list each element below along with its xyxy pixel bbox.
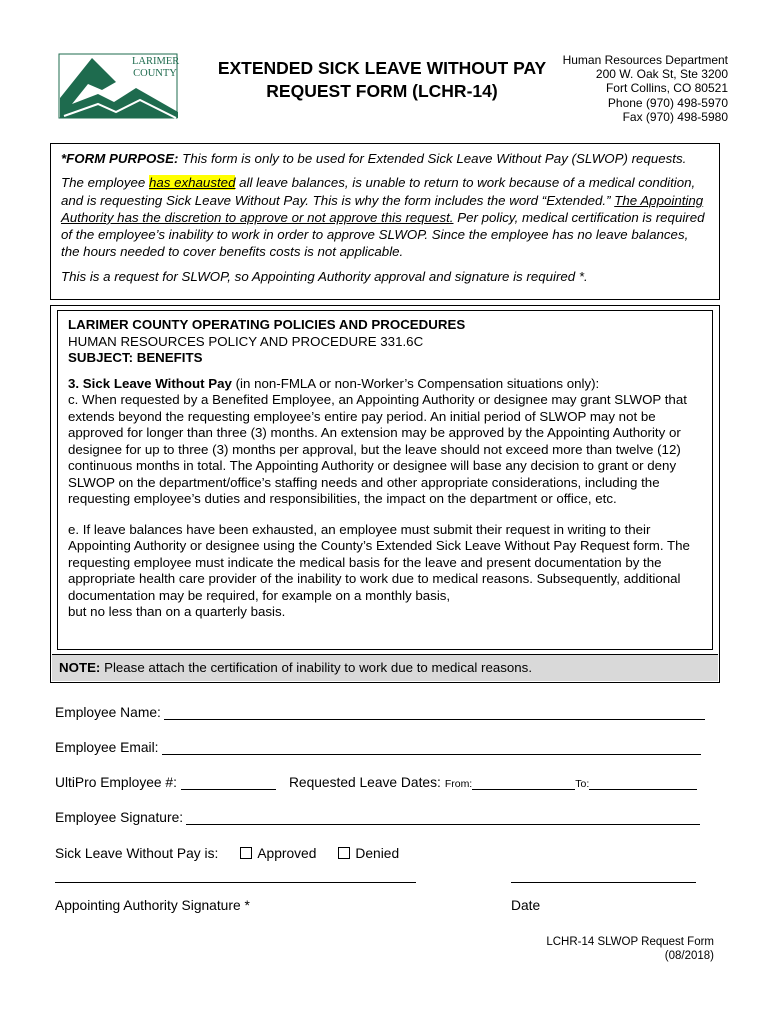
policy-paragraph-e: e. If leave balances have been exhausted, an employee must submit their request in writing to their Appointing Authority or designee using the County’s Extended Sick Leave Without Pay Request form. The requesting employee must indicate the medical basis for the leave and present documentation by the appropriate health care provider of the inability to work due to medical reasons. Subsequently, additional documentation may be required, for example on a monthly basis, [68, 521, 690, 603]
purpose-requirement: This is a request for SLWOP, so Appointing Authority approval and signature is required *. [61, 268, 588, 284]
date-label: Date [511, 898, 541, 913]
policy-paragraph-c: c. When requested by a Benefited Employee, an Appointing Authority or designee may grant SLWOP that extends beyond the requesting employee’s entire pay period. An initial period of SLWOP may not be approved for longer than three (3) months. An extension may be approved by the Appointing Authority or designee for up to three (3) months per approval, but the leave should not exceed more than twelve (12) continuous months in total. The Appointing Authority or designee will base any decision to grant or deny SLWOP on the department/office’s staffing needs and other appropriate considerations, including the requesting employee’s duties and responsibilities, the impact on the department or office, etc. [68, 392, 687, 506]
policy-subheading: HUMAN RESOURCES POLICY AND PROCEDURE 331.6C [68, 333, 424, 349]
employee-signature-label: Employee Signature: [55, 810, 184, 825]
section-qualifier: (in non-FMLA or non-Worker’s Compensation situations only): [231, 375, 600, 391]
address-line: 200 W. Oak St, Ste 3200 [595, 67, 728, 82]
employee-email-row [55, 740, 701, 755]
note-label: NOTE: [59, 660, 101, 675]
slwop-decision-label: Sick Leave Without Pay is: [55, 846, 219, 861]
form-revision-date: (08/2018) [664, 950, 714, 962]
approved-option[interactable] [240, 846, 316, 861]
address-line: Fax (970) 498-5980 [622, 109, 728, 124]
employee-signature-field[interactable] [186, 810, 700, 825]
denied-checkbox[interactable] [338, 847, 350, 859]
denied-label: Denied [355, 846, 400, 861]
purpose-label: *FORM PURPOSE: [61, 151, 179, 166]
form-id: LCHR-14 SLWOP Request Form [546, 936, 714, 948]
section-heading [68, 376, 703, 393]
form-footer [546, 935, 714, 963]
leave-to-field[interactable] [589, 775, 697, 790]
leave-dates-label: Requested Leave Dates: [288, 775, 441, 790]
employee-email-label: Employee Email: [55, 740, 159, 755]
underlined-text: The Appointing Authority has the discretion to approve or not approve this request. [61, 192, 704, 225]
purpose-intro-text: This form is only to be used for Extended Sick Leave Without Pay (SLWOP) requests. [178, 151, 687, 166]
policy-subject: SUBJECT: BENEFITS [68, 350, 203, 365]
title-line1: EXTENDED SICK LEAVE WITHOUT PAY [217, 58, 547, 78]
denied-option[interactable] [338, 846, 399, 861]
to-label: To: [575, 778, 590, 790]
logo-text-line2: COUNTY [133, 68, 177, 79]
employee-signature-row [55, 810, 700, 825]
approved-checkbox[interactable] [240, 847, 252, 859]
date-field[interactable] [511, 882, 696, 883]
from-label: From: [444, 778, 473, 790]
employee-email-field[interactable] [162, 740, 701, 755]
section-title: 3. Sick Leave Without Pay [68, 375, 232, 391]
note-bar [52, 654, 718, 681]
purpose-text: The employee [61, 175, 149, 191]
larimer-county-logo [58, 52, 180, 120]
policy-paragraph-e-end: but no less than on a quarterly basis. [68, 604, 286, 619]
ultipro-label: UltiPro Employee #: [55, 775, 177, 790]
employee-name-field[interactable] [164, 705, 705, 720]
address-line: Fort Collins, CO 80521 [605, 81, 728, 96]
purpose-intro [61, 150, 709, 167]
form-title [196, 57, 568, 103]
logo-text-line1: LARIMER [132, 56, 180, 67]
employee-name-row [55, 705, 705, 720]
ultipro-employee-field[interactable] [181, 775, 276, 790]
appointing-signature-label: Appointing Authority Signature * [55, 898, 250, 913]
policy-heading: LARIMER COUNTY OPERATING POLICIES AND PROCEDURES [68, 317, 466, 332]
highlighted-text: has exhausted [148, 175, 236, 191]
form-purpose-box [50, 143, 720, 300]
title-line2: REQUEST FORM (LCHR-14) [266, 81, 498, 101]
hr-address [563, 53, 728, 124]
purpose-explanation [61, 174, 709, 260]
slwop-decision-row [55, 846, 399, 861]
purpose-text: all leave balances, is unable to return to work because of a medical condition, and is requesting Sick Leave Without Pay. This is why the form includes the word “Extended.” [61, 175, 696, 208]
employee-name-label: Employee Name: [55, 705, 161, 720]
purpose-text: Per policy, medical certification is required of the employee’s inability to work in order to approve SLWOP. Since the employee has no leave balances, the hours needed to cover benefits costs is not applicable. [61, 209, 705, 260]
appointing-signature-field[interactable] [55, 882, 416, 883]
policy-box [50, 305, 720, 683]
policy-text [57, 310, 713, 650]
approved-label: Approved [257, 846, 317, 861]
note-text: Please attach the certification of inability to work due to medical reasons. [100, 660, 533, 675]
ultipro-row [55, 775, 697, 790]
address-line: Phone (970) 498-5970 [607, 95, 728, 110]
leave-from-field[interactable] [472, 775, 575, 790]
address-line: Human Resources Department [562, 53, 728, 67]
